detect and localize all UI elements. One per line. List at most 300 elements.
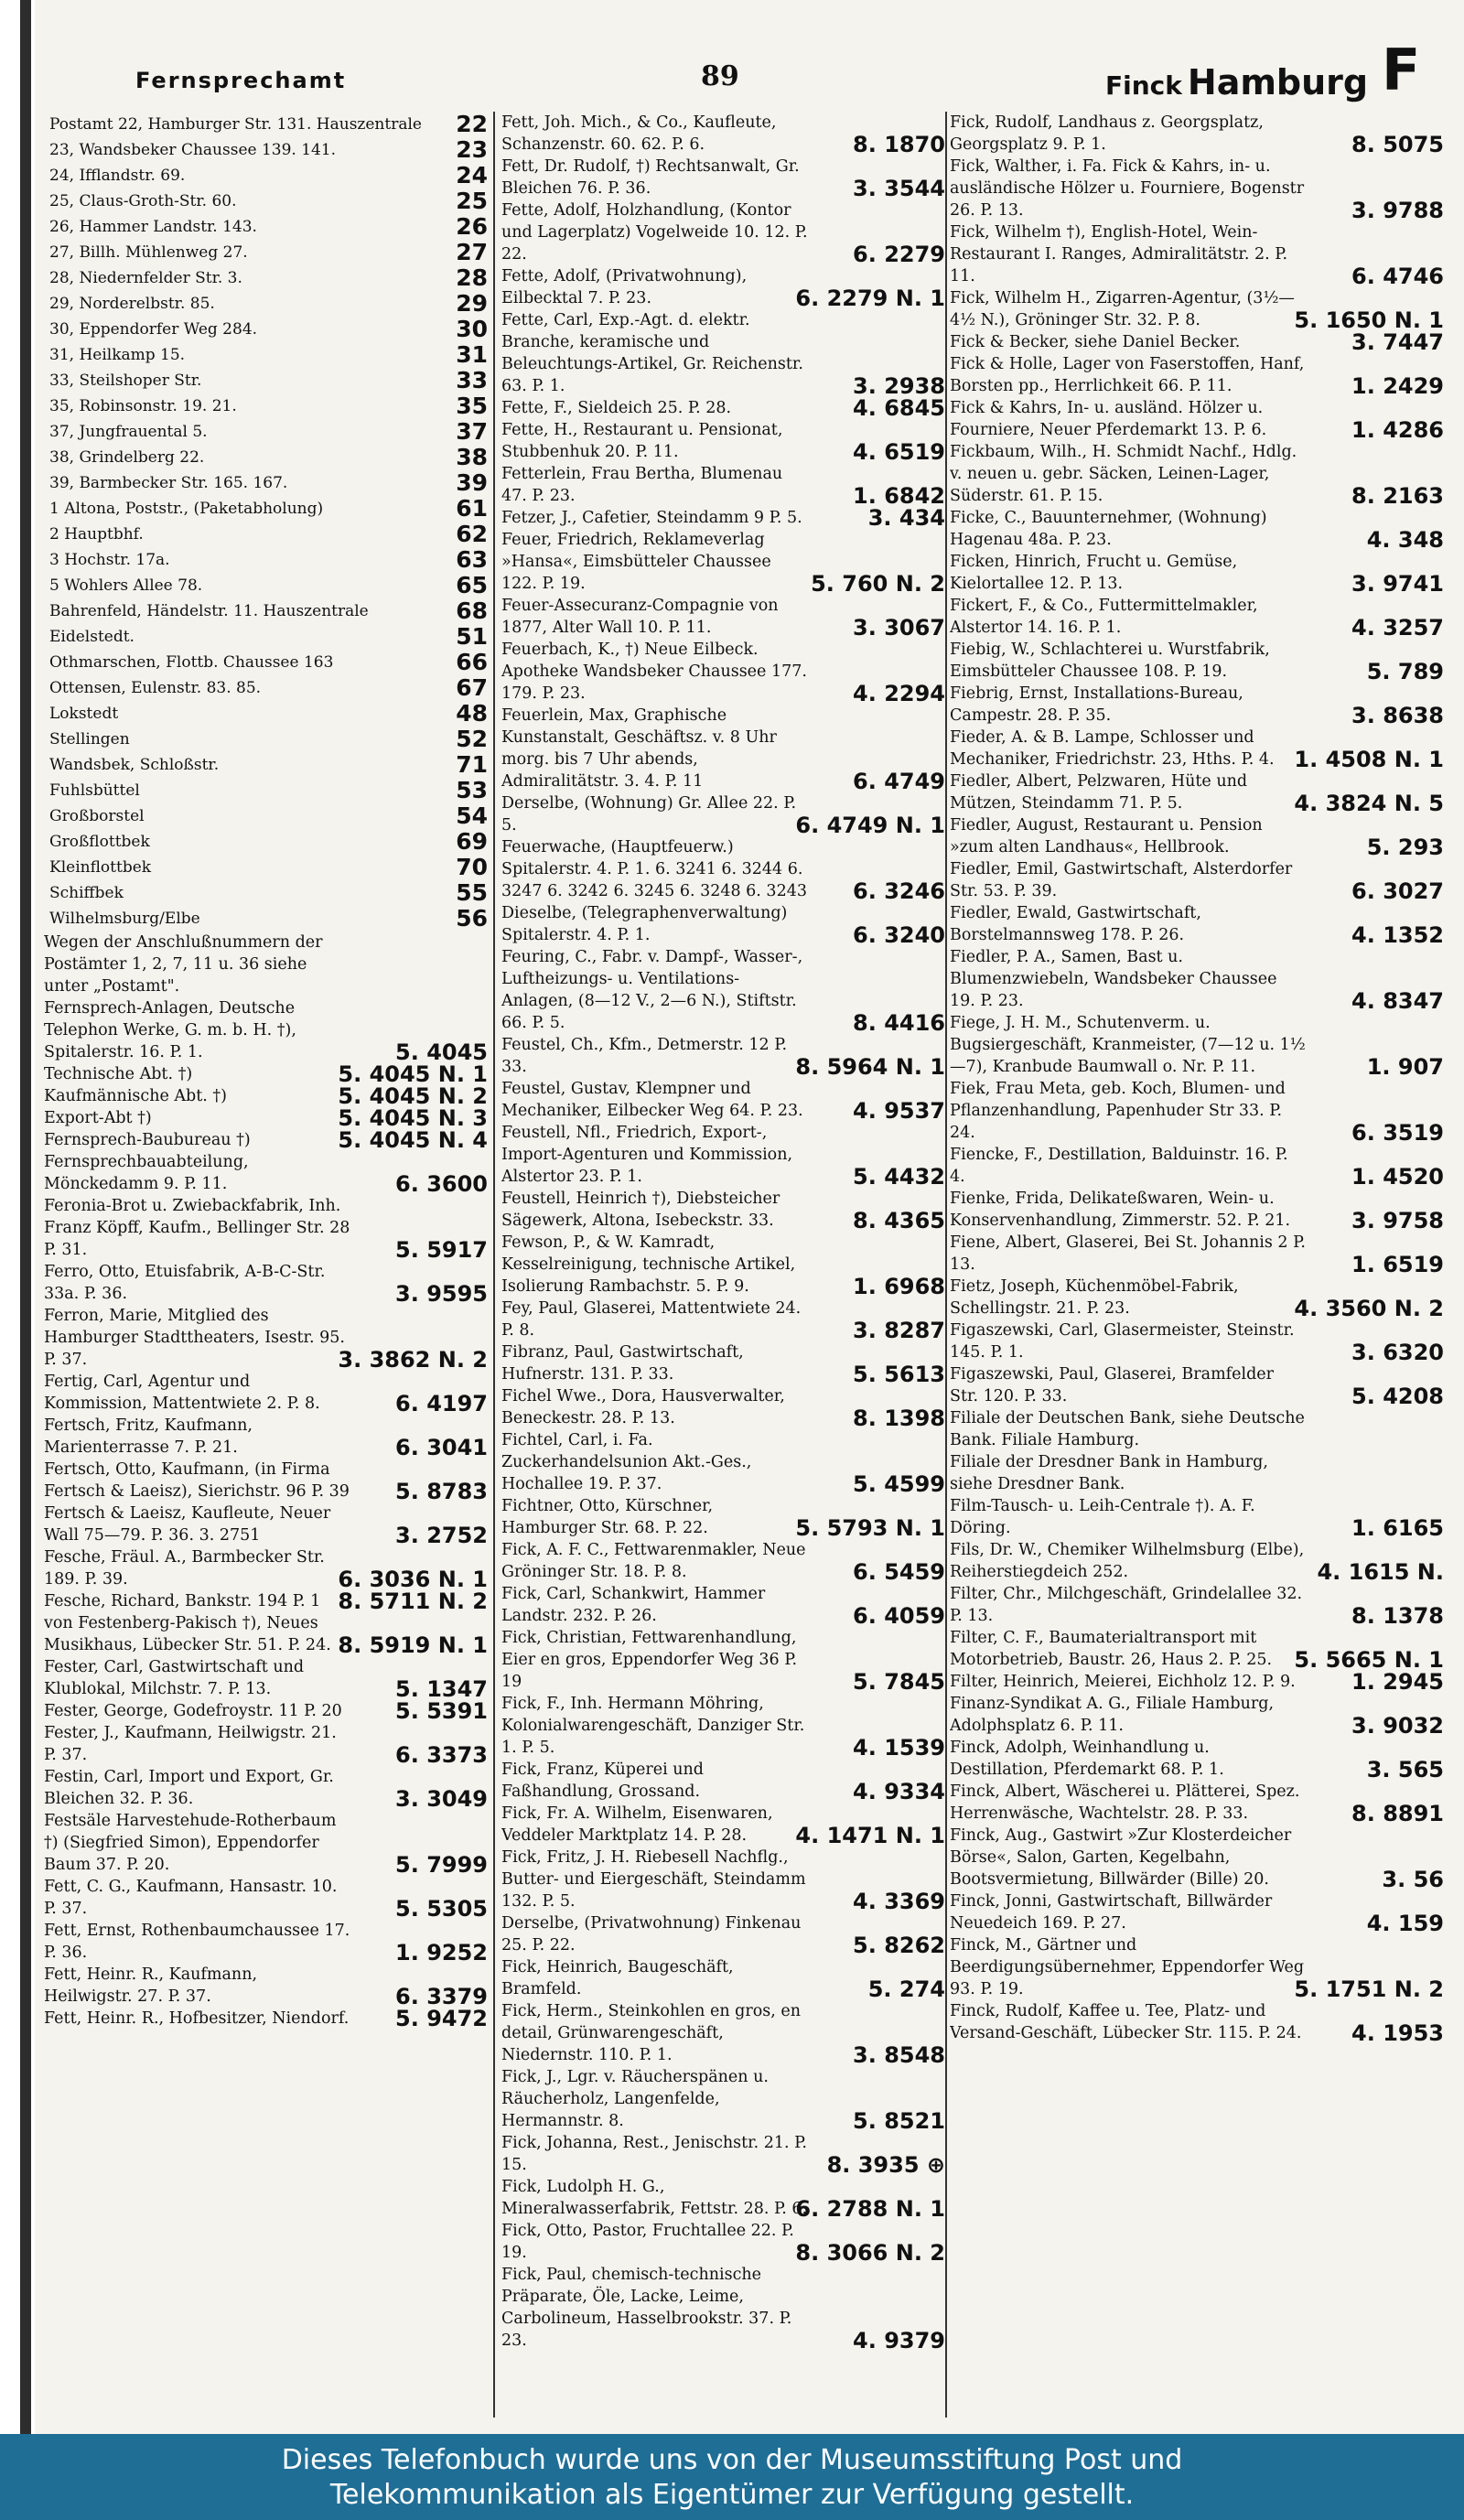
entry-text: Ferro, Otto, Etuisfabrik, A-B-C-Str. 33a. P. 36. — [44, 1263, 326, 1303]
phone-number: 8. 4416 — [853, 1010, 945, 1036]
directory-entry — [950, 1451, 1444, 1495]
header-index-letter: F — [1382, 37, 1421, 103]
phone-number: 8. 1398 — [853, 1405, 945, 1431]
phone-number: 5. 1347 — [395, 1676, 488, 1702]
entry-text: Fick, Heinrich, Baugeschäft, Bramfeld. — [501, 1958, 734, 1998]
entry-text: Großborstel — [49, 807, 145, 825]
directory-entry — [950, 1232, 1444, 1276]
directory-entry — [501, 836, 945, 902]
entry-text: 24, Ifflandstr. 69. — [49, 167, 186, 185]
phone-number: 37 — [456, 418, 488, 445]
directory-entry — [44, 470, 488, 496]
entry-text: Fick, Otto, Pastor, Fruchtallee 22. P. 19. — [501, 2222, 794, 2262]
directory-entry — [501, 639, 945, 705]
entry-text: 28, Niedernfelder Str. 3. — [49, 269, 242, 287]
entry-text: Finck, Aug., Gastwirt »Zur Klosterdeicher Börse«, Salon, Garten, Kegelbahn, Bootsvermietung, Billwärder (Bille) 20. — [950, 1826, 1292, 1889]
entry-text: Fick & Becker, siehe Daniel Becker. — [950, 333, 1241, 351]
directory-entry — [501, 1583, 945, 1627]
directory-entry — [501, 1034, 945, 1078]
directory-entry — [44, 1415, 488, 1459]
directory-entry — [44, 1920, 488, 1964]
entry-text: Fickbaum, Wilh., H. Schmidt Nachf., Hdlg. v. neuen u. gebr. Säcken, Leinen-Lager, Süderstr. 61. P. 15. — [950, 443, 1297, 505]
phone-number: 5. 8783 — [395, 1479, 488, 1504]
entry-text: Fuhlsbüttel — [49, 781, 140, 800]
directory-entry — [950, 331, 1444, 353]
entry-text: Bahrenfeld, Händelstr. 11. Hauszentrale — [49, 602, 369, 620]
directory-entry — [44, 1305, 488, 1371]
directory-entry — [44, 1261, 488, 1305]
directory-entry — [44, 829, 488, 855]
entry-text: Export-Abt †) — [44, 1109, 152, 1127]
phone-number: 4. 1953 — [1351, 2020, 1444, 2046]
directory-entry — [44, 214, 488, 240]
directory-entry — [44, 368, 488, 393]
phone-number: 5. 5793 N. 1 — [795, 1515, 945, 1541]
entry-text: Fernsprech-Anlagen, Deutsche Telephon Werke, G. m. b. H. †), Spitalerstr. 16. P. 1. — [44, 999, 296, 1061]
phone-number: 5. 1650 N. 1 — [1294, 307, 1444, 333]
phone-number: 1. 6842 — [853, 483, 945, 509]
phone-number: 8. 3935 ⊕ — [826, 2152, 945, 2178]
entry-text: Feuer, Friedrich, Reklameverlag »Hansa«, Eimsbütteler Chaussee 122. P. 19. — [501, 531, 771, 593]
phone-number: 4. 2294 — [853, 681, 945, 706]
phone-number: 6. 4059 — [853, 1603, 945, 1629]
directory-entry — [44, 240, 488, 265]
phone-number: 6. 4746 — [1351, 264, 1444, 289]
directory-entry — [501, 265, 945, 309]
directory-entry — [501, 2132, 945, 2176]
phone-number: 1. 9252 — [395, 1940, 488, 1965]
directory-entry — [44, 188, 488, 214]
phone-number: 6. 5459 — [853, 1559, 945, 1585]
phone-number: 5. 293 — [1366, 835, 1444, 860]
directory-entry — [501, 463, 945, 507]
header-range-word: Finck — [1105, 70, 1182, 101]
directory-entry — [44, 906, 488, 932]
directory-entry — [501, 1495, 945, 1539]
entry-text: Filter, C. F., Baumaterialtransport mit Motorbetrieb, Baustr. 26, Haus 2. P. 25. — [950, 1629, 1273, 1669]
directory-entry — [44, 1810, 488, 1876]
directory-entry — [950, 946, 1444, 1012]
directory-entry — [44, 547, 488, 573]
directory-entry — [44, 1700, 488, 1722]
entry-text: Feustell, Heinrich †), Diebsteicher Sägewerk, Altona, Isebeckstr. 33. — [501, 1190, 780, 1230]
directory-entry — [950, 1144, 1444, 1188]
directory-entry — [501, 1385, 945, 1429]
entry-text: Fiedler, Ewald, Gastwirtschaft, Borstelmannsweg 178. P. 26. — [950, 904, 1201, 944]
directory-entry — [950, 639, 1444, 683]
directory-entry — [501, 112, 945, 156]
directory-entry — [501, 595, 945, 639]
entry-text: Fienke, Frida, Delikateßwaren, Wein- u. Konservenhandlung, Zimmerstr. 52. P. 21. — [950, 1190, 1291, 1230]
entry-text: Großflottbek — [49, 833, 150, 851]
entry-text: Fick & Kahrs, In- u. ausländ. Hölzer u. Fourniere, Neuer Pferdemarkt 13. P. 6. — [950, 399, 1267, 439]
entry-text: Ferron, Marie, Mitglied des Hamburger Stadttheaters, Isestr. 95. P. 37. — [44, 1307, 345, 1369]
entry-text: Derselbe, (Wohnung) Gr. Allee 22. P. 5. — [501, 794, 797, 835]
header-city: Hamburg — [1187, 62, 1369, 102]
phone-number: 6. 4197 — [395, 1391, 488, 1416]
directory-entry — [501, 792, 945, 836]
directory-entry — [950, 1934, 1444, 2000]
directory-entry — [501, 705, 945, 792]
phone-number: 5. 760 N. 2 — [811, 571, 945, 597]
directory-entry — [501, 1847, 945, 1912]
phone-number: 67 — [456, 674, 488, 701]
directory-entry — [44, 1107, 488, 1129]
directory-entry — [44, 496, 488, 522]
directory-entry — [501, 2066, 945, 2132]
entry-text: Derselbe, (Privatwohnung) Finkenau 25. P. 22. — [501, 1914, 802, 1955]
phone-number: 63 — [456, 546, 488, 573]
directory-entry — [44, 573, 488, 598]
entry-text: Finck, Jonni, Gastwirtschaft, Billwärder Neuedeich 169. P. 27. — [950, 1892, 1273, 1933]
phone-number: 22 — [456, 112, 488, 137]
directory-entry — [501, 397, 945, 419]
phone-number: 3. 3544 — [853, 176, 945, 201]
directory-entry — [950, 551, 1444, 595]
directory-entry — [44, 112, 488, 137]
phone-number: 31 — [456, 341, 488, 368]
column-2 — [501, 112, 945, 2418]
directory-entry — [501, 946, 945, 1034]
binding-edge — [20, 0, 31, 2434]
entry-text: Filter, Heinrich, Meierei, Eichholz 12. P. 9. — [950, 1673, 1296, 1691]
directory-entry — [44, 1085, 488, 1107]
phone-number: 3. 3862 N. 2 — [338, 1347, 488, 1373]
directory-entry — [44, 1612, 488, 1656]
phone-number: 1. 6165 — [1351, 1515, 1444, 1541]
entry-text: Film-Tausch- u. Leih-Centrale †). A. F. Döring. — [950, 1497, 1255, 1537]
entry-text: Fette, F., Sieldeich 25. P. 28. — [501, 399, 732, 417]
directory-entry — [44, 1964, 488, 2008]
phone-number: 33 — [456, 367, 488, 393]
entry-text: Ficken, Hinrich, Frucht u. Gemüse, Kielortallee 12. P. 13. — [950, 553, 1238, 593]
entry-text: Dieselbe, (Telegraphenverwaltung) Spitalerstr. 4. P. 1. — [501, 904, 788, 944]
entry-text: Feustel, Ch., Kfm., Detmerstr. 12 P. 33. — [501, 1036, 788, 1076]
directory-entry — [501, 1912, 945, 1956]
entry-text: 35, Robinsonstr. 19. 21. — [49, 397, 237, 415]
phone-number: 65 — [456, 572, 488, 598]
entry-text: Kaufmännische Abt. †) — [44, 1087, 227, 1105]
entry-text: Fiencke, F., Destillation, Balduinstr. 16. P. 4. — [950, 1146, 1288, 1186]
directory-entry — [44, 752, 488, 778]
phone-number: 4. 1539 — [853, 1735, 945, 1761]
entry-text: Fietz, Joseph, Küchenmöbel-Fabrik, Schellingstr. 21. P. 23. — [950, 1277, 1239, 1318]
entry-text: Othmarschen, Flottb. Chaussee 163 — [49, 653, 334, 672]
entry-text: Fick, Christian, Fettwarenhandlung, Eier en gros, Eppendorfer Weg 36 P. 19 — [501, 1629, 798, 1691]
entry-text: 3 Hochstr. 17a. — [49, 551, 170, 569]
phone-number: 29 — [456, 290, 488, 317]
directory-entry — [950, 858, 1444, 902]
entry-text: Technische Abt. †) — [44, 1065, 193, 1083]
entry-text: Fick, Walther, i. Fa. Fick & Kahrs, in- u. ausländische Hölzer u. Fourniere, Bogenstr 26. P. 13. — [950, 157, 1305, 220]
directory-entry — [44, 1766, 488, 1810]
directory-entry — [950, 727, 1444, 770]
header-range — [1105, 62, 1368, 102]
phone-number: 5. 5613 — [853, 1362, 945, 1387]
entry-text: Fick, Fritz, J. H. Riebesell Nachflg., Butter- und Eiergeschäft, Steindamm 132. P. 5. — [501, 1848, 806, 1911]
directory-entry — [44, 445, 488, 470]
directory-entry — [44, 675, 488, 701]
entry-text: Fetzer, J., Cafetier, Steindamm 9 P. 5. — [501, 509, 802, 527]
footer-credit-line: Telekommunikation als Eigentümer zur Verfügung gestellt. — [329, 2479, 1135, 2511]
directory-entry — [950, 1188, 1444, 1232]
directory-entry — [501, 156, 945, 199]
phone-number: 5. 4045 N. 3 — [338, 1105, 488, 1131]
phone-number: 52 — [456, 726, 488, 752]
phone-number: 8. 2163 — [1351, 483, 1444, 509]
entry-text: Fiege, J. H. M., Schutenverm. u. Bugsiergeschäft, Kranmeister, (7—12 u. 1½—7), Kranbude Baumwall o. Nr. P. 11. — [950, 1014, 1306, 1076]
phone-number: 5. 274 — [867, 1976, 945, 2002]
directory-entry — [950, 1737, 1444, 1781]
entry-text: Ficke, C., Bauunternehmer, (Wohnung) Hagenau 48a. P. 23. — [950, 509, 1267, 549]
directory-entry — [44, 2008, 488, 2030]
entry-text: Fett, Ernst, Rothenbaumchaussee 17. P. 36. — [44, 1922, 350, 1962]
entry-text: Fick, Carl, Schankwirt, Hammer Landstr. 232. P. 26. — [501, 1585, 766, 1625]
entry-text: Fiedler, Albert, Pelzwaren, Hüte und Mützen, Steindamm 71. P. 5. — [950, 772, 1248, 813]
entry-text: Ottensen, Eulenstr. 83. 85. — [49, 679, 262, 697]
directory-entry — [44, 393, 488, 419]
directory-entry — [950, 156, 1444, 221]
directory-entry — [950, 1407, 1444, 1451]
directory-entry — [950, 287, 1444, 331]
phone-number: 27 — [456, 239, 488, 265]
page-header — [44, 37, 1444, 101]
column-divider — [493, 112, 495, 2418]
page-content — [44, 0, 1453, 2434]
entry-text: Fiek, Frau Meta, geb. Koch, Blumen- und Pflanzenhandlung, Papenhuder Str 33. P. 24. — [950, 1080, 1286, 1142]
entry-text: Finck, M., Gärtner und Beerdigungsübernehmer, Eppendorfer Weg 93. P. 19. — [950, 1936, 1305, 1998]
directory-entry — [950, 1363, 1444, 1407]
phone-number: 6. 3036 N. 1 — [338, 1567, 488, 1592]
entry-text: 27, Billh. Mühlenweg 27. — [49, 243, 248, 262]
directory-entry — [44, 727, 488, 752]
directory-entry — [950, 353, 1444, 397]
phone-number: 4. 6519 — [853, 439, 945, 465]
directory-entry — [950, 2000, 1444, 2044]
entry-text: Fick, Herm., Steinkohlen en gros, en detail, Grünwarengeschäft, Niedernstr. 110. P. 1. — [501, 2002, 802, 2064]
directory-entry — [950, 221, 1444, 287]
directory-entry — [44, 291, 488, 317]
directory-entry — [950, 595, 1444, 639]
directory-entry — [501, 1188, 945, 1232]
entry-text: Fertsch & Laeisz, Kaufleute, Neuer Wall 75—79. P. 36. 3. 2751 — [44, 1504, 331, 1545]
directory-entry — [44, 1129, 488, 1151]
phone-number: 4. 9334 — [853, 1779, 945, 1804]
phone-number: 6. 4749 — [853, 769, 945, 794]
directory-entry — [44, 1371, 488, 1415]
phone-number: 6. 2279 — [853, 242, 945, 267]
entry-text: Fewson, P., & W. Kamradt, Kesselreinigung, technische Artikel, Isolierung Rambachstr. 5. P. 9. — [501, 1233, 796, 1296]
directory-entry — [44, 1195, 488, 1261]
phone-number: 1. 2429 — [1351, 373, 1444, 399]
directory-entry — [44, 1151, 488, 1195]
phone-number: 3. 9758 — [1351, 1208, 1444, 1233]
directory-entry — [950, 1012, 1444, 1078]
entry-text: Fernsprechbauabteilung, Mönckedamm 9. P. 11. — [44, 1153, 249, 1193]
directory-entry — [44, 342, 488, 368]
directory-entry — [950, 1627, 1444, 1671]
directory-entry — [501, 1429, 945, 1495]
phone-number: 53 — [456, 777, 488, 803]
phone-number: 30 — [456, 316, 488, 342]
entry-text: Filiale der Dresdner Bank in Hamburg, siehe Dresdner Bank. — [950, 1453, 1268, 1493]
directory-entry — [501, 1298, 945, 1341]
directory-entry — [950, 441, 1444, 507]
phone-number: 4. 9537 — [853, 1098, 945, 1124]
phone-number: 5. 5305 — [395, 1896, 488, 1922]
directory-entry — [44, 778, 488, 803]
phone-number: 4. 1471 N. 1 — [795, 1823, 945, 1848]
entry-text: Postamt 22, Hamburger Str. 131. Hauszentrale — [49, 115, 422, 134]
entry-text: Festin, Carl, Import und Export, Gr. Bleichen 32. P. 36. — [44, 1768, 334, 1808]
directory-entry — [44, 137, 488, 163]
directory-entry — [501, 1078, 945, 1122]
entry-text: Fett, C. G., Kaufmann, Hansastr. 10. P. 37. — [44, 1878, 338, 1918]
phone-number: 3. 3067 — [853, 615, 945, 641]
entry-text: Fick & Holle, Lager von Faserstoffen, Hanf, Borsten pp., Herrlichkeit 66. P. 11. — [950, 355, 1305, 395]
entry-text: Fester, J., Kaufmann, Heilwigstr. 21. P. 37. — [44, 1724, 337, 1764]
entry-text: Fiene, Albert, Glaserei, Bei St. Johannis 2 P. 13. — [950, 1233, 1306, 1274]
phone-number: 51 — [456, 623, 488, 650]
entry-text: Finanz-Syndikat A. G., Filiale Hamburg, Adolphsplatz 6. P. 11. — [950, 1695, 1275, 1735]
directory-entry — [44, 317, 488, 342]
directory-entry — [44, 1502, 488, 1546]
phone-number: 6. 3041 — [395, 1435, 488, 1460]
phone-number: 1. 4520 — [1351, 1164, 1444, 1190]
directory-entry — [950, 683, 1444, 727]
entry-text: Wilhelmsburg/Elbe — [49, 910, 200, 928]
entry-text: Fett, Joh. Mich., & Co., Kaufleute, Schanzenstr. 60. 62. P. 6. — [501, 113, 777, 154]
phone-number: 69 — [456, 828, 488, 855]
phone-number: 3. 9032 — [1351, 1713, 1444, 1739]
phone-number: 4. 1352 — [1351, 922, 1444, 948]
directory-entry — [950, 814, 1444, 858]
phone-number: 5. 4045 — [395, 1039, 488, 1065]
phone-number: 6. 2788 N. 1 — [795, 2196, 945, 2222]
entry-text: 25, Claus-Groth-Str. 60. — [49, 192, 237, 210]
entry-text: Finck, Adolph, Weinhandlung u. Destillation, Pferdemarkt 68. P. 1. — [950, 1739, 1224, 1779]
phone-number: 38 — [456, 444, 488, 470]
directory-entry — [44, 880, 488, 906]
directory-entry — [44, 624, 488, 650]
directory-entry — [501, 1341, 945, 1385]
entry-text: Fesche, Richard, Bankstr. 194 P. 1 — [44, 1592, 321, 1610]
entry-text: Fils, Dr. W., Chemiker Wilhelmsburg (Elbe), Reiherstiegdeich 252. — [950, 1541, 1305, 1581]
entry-text: Finck, Rudolf, Kaffee u. Tee, Platz- und Versand-Geschäft, Lübecker Str. 115. P. 24. — [950, 2002, 1302, 2042]
entry-text: Figaszewski, Carl, Glasermeister, Steinstr. 145. P. 1. — [950, 1321, 1295, 1362]
phone-number: 4. 6845 — [853, 395, 945, 421]
phone-number: 3. 9595 — [395, 1281, 488, 1307]
directory-entry — [44, 1590, 488, 1612]
column-divider — [945, 112, 947, 2418]
phone-number: 4. 9379 — [853, 2328, 945, 2353]
phone-number: 8. 8891 — [1351, 1801, 1444, 1826]
entry-text: Filiale der Deutschen Bank, siehe Deutsche Bank. Filiale Hamburg. — [950, 1409, 1305, 1449]
directory-entry — [501, 199, 945, 265]
phone-number: 1. 4286 — [1351, 417, 1444, 443]
directory-entry — [44, 163, 488, 188]
entry-text: Fiebig, W., Schlachterei u. Wurstfabrik, Eimsbütteler Chaussee 108. P. 19. — [950, 641, 1270, 681]
entry-text: Fichtner, Otto, Kürschner, Hamburger Str. 68. P. 22. — [501, 1497, 714, 1537]
phone-number: 8. 1870 — [853, 132, 945, 157]
directory-entry — [44, 1546, 488, 1590]
entry-text: 26, Hammer Landstr. 143. — [49, 218, 257, 236]
phone-number: 4. 3824 N. 5 — [1294, 791, 1444, 816]
entry-text: 23, Wandsbeker Chaussee 139. 141. — [49, 141, 337, 159]
directory-entry — [44, 265, 488, 291]
directory-entry — [44, 522, 488, 547]
entry-text: Fickert, F., & Co., Futtermittelmakler, Alstertor 14. 16. P. 1. — [950, 597, 1258, 637]
entry-text: Eidelstedt. — [49, 628, 135, 646]
entry-text: Fette, H., Restaurant u. Pensionat, Stubbenhuk 20. P. 11. — [501, 421, 783, 461]
phone-number: 5. 4599 — [853, 1471, 945, 1497]
phone-number: 5. 789 — [1366, 659, 1444, 684]
phone-number: 6. 4749 N. 1 — [795, 813, 945, 838]
phone-number: 5. 7999 — [395, 1852, 488, 1878]
entry-text: 37, Jungfrauental 5. — [49, 423, 208, 441]
directory-entry — [501, 419, 945, 463]
directory-entry — [44, 932, 488, 997]
phone-number: 55 — [456, 879, 488, 906]
phone-number: 1. 4508 N. 1 — [1294, 747, 1444, 772]
entry-text: Festsäle Harvestehude-Rotherbaum †) (Siegfried Simon), Eppendorfer Baum 37. P. 20. — [44, 1812, 337, 1874]
entry-text: Fette, Adolf, (Privatwohnung), Eilbecktal 7. P. 23. — [501, 267, 748, 307]
entry-text: Fertig, Carl, Agentur und Kommission, Mattentwiete 2. P. 8. — [44, 1373, 320, 1413]
phone-number: 5. 5391 — [395, 1698, 488, 1724]
directory-entry — [44, 997, 488, 1063]
directory-entry — [44, 855, 488, 880]
entry-text: Fiedler, August, Restaurant u. Pension »zum alten Landhaus«, Hellbrook. — [950, 816, 1263, 856]
header-section-title: Fernsprechamt — [135, 68, 347, 93]
phone-number: 3. 7447 — [1351, 329, 1444, 355]
entry-text: Feuerbach, K., †) Neue Eilbeck. Apotheke Wandsbeker Chaussee 177. 179. P. 23. — [501, 641, 807, 703]
phone-number: 6. 3246 — [853, 878, 945, 904]
entry-text: Fick, Paul, chemisch-technische Präparate, Öle, Lacke, Leime, Carbolineum, Hasselbrookstr. 37. P. 23. — [501, 2266, 792, 2350]
entry-text: Fester, George, Godefroystr. 11 P. 20 — [44, 1702, 342, 1720]
phone-number: 5. 4045 N. 4 — [338, 1127, 488, 1153]
directory-entry — [44, 1876, 488, 1920]
phone-number: 6. 3373 — [395, 1742, 488, 1768]
entry-text: Fichtel, Carl, i. Fa. Zuckerhandelsunion Akt.-Ges., Hochallee 19. P. 37. — [501, 1431, 752, 1493]
entry-text: Fick, Wilhelm †), English-Hotel, Wein-Restaurant I. Ranges, Admiralitätstr. 2. P. 11. — [950, 223, 1288, 285]
directory-entry — [501, 1122, 945, 1188]
directory-entry — [950, 770, 1444, 814]
entry-text: Fett, Dr. Rudolf, †) Rechtsanwalt, Gr. Bleichen 76. P. 36. — [501, 157, 800, 198]
entry-text: 5 Wohlers Allee 78. — [49, 576, 203, 595]
entry-text: Fesche, Fräul. A., Barmbecker Str. 189. P. 39. — [44, 1548, 325, 1588]
directory-entry — [44, 1063, 488, 1085]
page-number: 89 — [701, 60, 739, 92]
phone-number: 8. 1378 — [1351, 1603, 1444, 1629]
entry-text: Filter, Chr., Milchgeschäft, Grindelallee 32. P. 13. — [950, 1585, 1303, 1625]
directory-entry — [950, 112, 1444, 156]
entry-text: Fick, Wilhelm H., Zigarren-Agentur, (3½—4½ N.), Gröninger Str. 32. P. 8. — [950, 289, 1295, 329]
entry-text: Fett, Heinr. R., Kaufmann, Heilwigstr. 27. P. 37. — [44, 1965, 258, 2006]
entry-text: Feuerlein, Max, Graphische Kunstanstalt, Geschäftsz. v. 8 Uhr morg. bis 7 Uhr abends, Admiralitätstr. 3. 4. P. 11 — [501, 706, 777, 791]
directory-entry — [501, 2264, 945, 2352]
phone-number: 5. 4045 N. 1 — [338, 1061, 488, 1087]
directory-entry — [44, 701, 488, 727]
phone-number: 6. 3379 — [395, 1984, 488, 2009]
entry-text: 39, Barmbecker Str. 165. 167. — [49, 474, 288, 492]
entry-text: Fick, J., Lgr. v. Räucherspänen u. Räucherholz, Langenfelde, Hermannstr. 8. — [501, 2068, 769, 2130]
phone-number: 4. 3257 — [1351, 615, 1444, 641]
directory-entry — [950, 1671, 1444, 1693]
phone-number: 70 — [456, 854, 488, 880]
phone-number: 1. 2945 — [1351, 1669, 1444, 1695]
phone-number: 3. 56 — [1382, 1867, 1444, 1892]
entry-text: Fick, A. F. C., Fettwarenmakler, Neue Gröninger Str. 18. P. 8. — [501, 1541, 806, 1581]
